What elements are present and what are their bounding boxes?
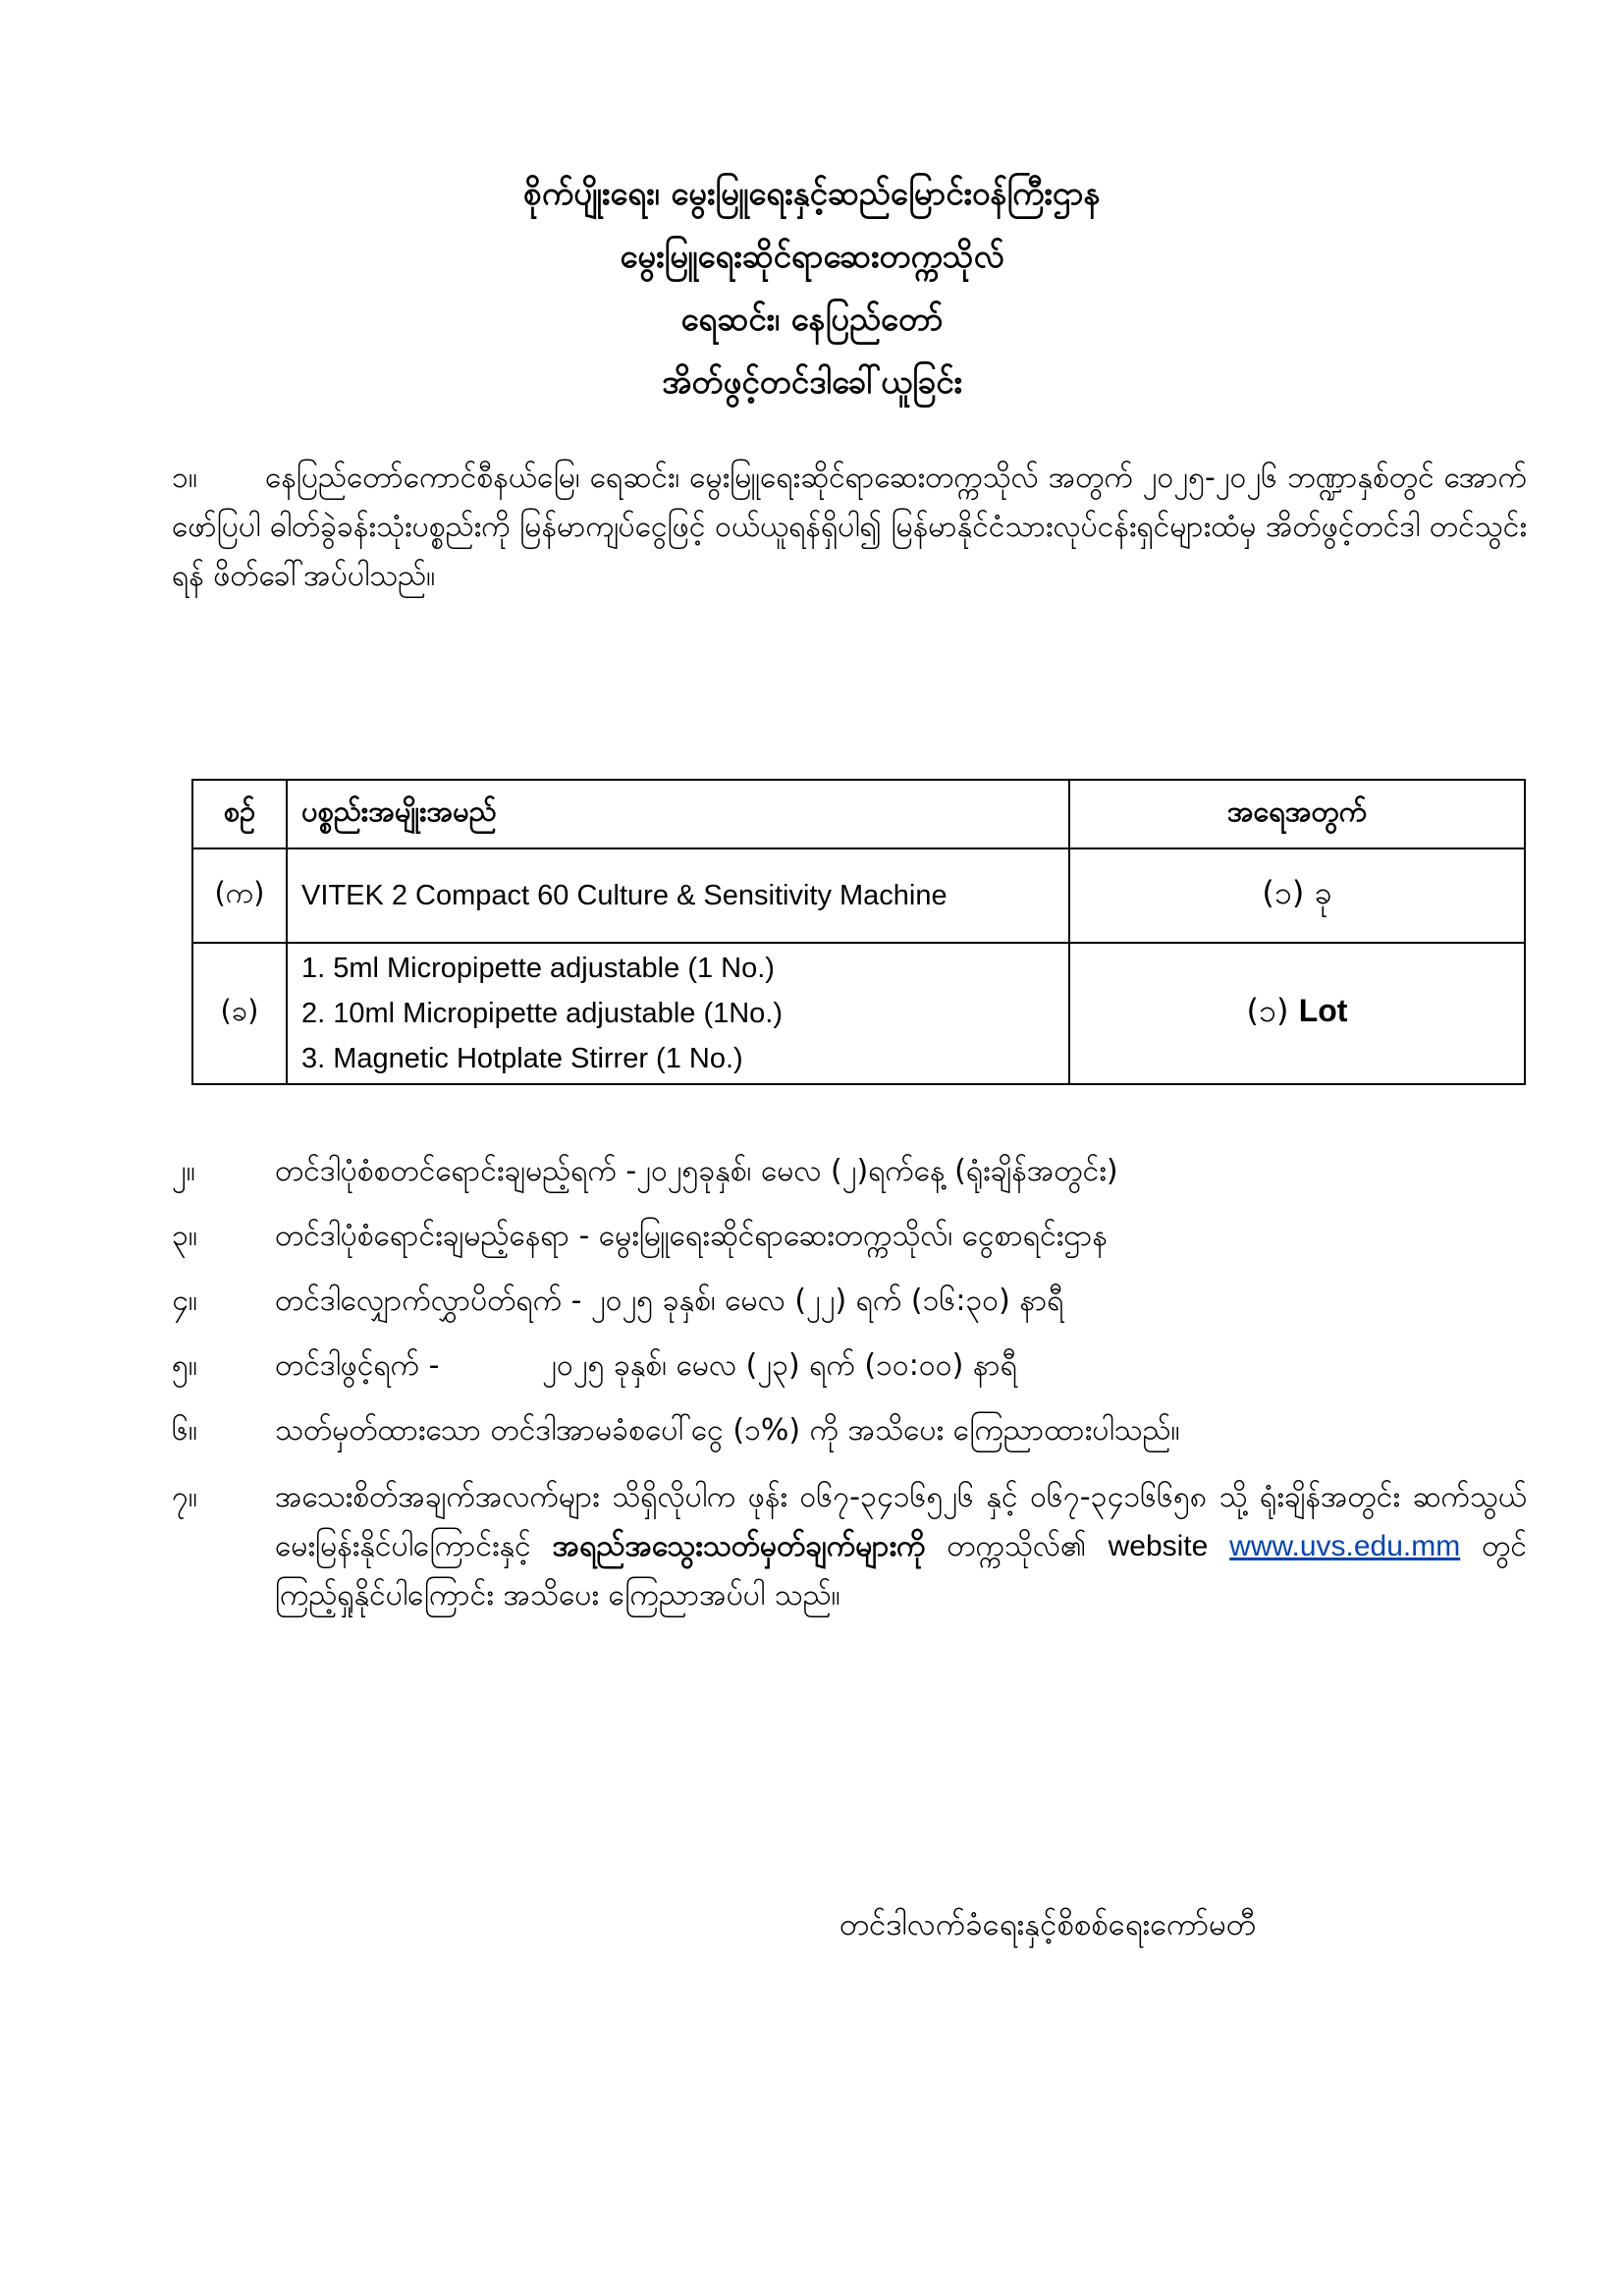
row-description xyxy=(287,848,1069,943)
contact-text-part1: အသေးစိတ်အချက်အလက်များ သိရှိလိုပါက ဖုန်း ၀၆၇-၃၄၁၆၅၂၆ နှင့် ၀၆၇-၃၄၁၆၆၅၈ သို့ ရုံးချိန်အတွင်း ဆက်သွယ်မေးမြန်းနိုင်ပါကြောင်းနှင့် xyxy=(275,1480,1527,1563)
item-number: ၅။ xyxy=(172,1348,197,1383)
document-header xyxy=(0,162,1624,413)
description-line: 3. Magnetic Hotplate Stirrer (1 No.) xyxy=(301,1043,743,1074)
header-item-name: ပစ္စည်းအမျိုးအမည် xyxy=(287,780,1069,848)
intro-text: နေပြည်တော်ကောင်စီနယ်မြေ၊ ရေဆင်း၊ မွေးမြူရေးဆိုင်ရာဆေးတက္ကသိုလ် အတွက် ၂၀၂၅-၂၀၂၆ ဘဏ္ဍာနှစ်တွင် အောက်ဖော်ပြပါ ဓါတ်ခွဲခန်းသုံးပစ္စည်းကို မြန်မာကျပ်ငွေဖြင့် ဝယ်ယူရန်ရှိပါ၍ မြန်မာနိုင်ငံသားလုပ်ငန်းရှင်များထံမှ အိတ်ဖွင့်တင်ဒါ တင်သွင်းရန် ဖိတ်ခေါ်အပ်ပါသည်။ xyxy=(172,461,1527,593)
item-number: ၇။ xyxy=(172,1480,197,1514)
website-link[interactable]: www.uvs.edu.mm xyxy=(1229,1530,1461,1562)
quantity-unit: Lot xyxy=(1298,993,1348,1028)
row-serial: (က) xyxy=(192,848,287,943)
quality-specs-emphasis: အရည်အသွေးသတ်မှတ်ချက်များကို xyxy=(552,1529,926,1563)
contact-text xyxy=(275,1473,1527,1620)
description-line: 2. 10ml Micropipette adjustable (1No.) xyxy=(301,998,784,1029)
item-text: တင်ဒါဖွင့်ရက် - ၂၀၂၅ ခုနှစ်၊ မေလ (၂၃) ရက် (၁၀:၀၀) နာရီ xyxy=(275,1348,1017,1383)
item-number: ၆။ xyxy=(172,1413,197,1448)
table-row xyxy=(192,943,1525,1084)
quantity-number: (၁) xyxy=(1246,992,1289,1029)
description-line: VITEK 2 Compact 60 Culture & Sensitivity Machine xyxy=(301,880,947,911)
university-title: မွေးမြူရေးဆိုင်ရာဆေးတက္ကသိုလ် xyxy=(620,237,1004,275)
items-table xyxy=(191,779,1526,1085)
intro-paragraph xyxy=(172,454,1527,729)
row-quantity xyxy=(1069,943,1525,1084)
header-quantity: အရေအတွက် xyxy=(1069,780,1525,848)
contact-text-part3: တွင် ကြည့်ရှုနိုင်ပါကြောင်း အသိပေး ကြေညာအပ်ပါ သည်။ xyxy=(275,1529,1527,1613)
row-quantity xyxy=(1069,848,1525,943)
row-description xyxy=(287,943,1069,1084)
header-serial: စဉ် xyxy=(192,780,287,848)
table-row xyxy=(192,848,1525,943)
location-title: ရေဆင်း၊ နေပြည်တော် xyxy=(680,300,944,338)
item-text: တင်ဒါပုံစံရောင်းချမည့်နေရာ - မွေးမြူရေးဆိုင်ရာဆေးတက္ကသိုလ်၊ ငွေစာရင်းဌာန xyxy=(275,1219,1108,1253)
tender-title: အိတ်ဖွင့်တင်ဒါခေါ်ယူခြင်း xyxy=(662,362,962,401)
description-line: 1. 5ml Micropipette adjustable (1 No.) xyxy=(301,953,775,984)
contact-text-part2: တက္ကသိုလ်၏ xyxy=(947,1529,1087,1563)
table-header-row xyxy=(192,780,1525,848)
quantity-number: (၁) xyxy=(1262,874,1305,911)
item-number: ၄။ xyxy=(172,1284,197,1318)
committee-signature: တင်ဒါလက်ခံရေးနှင့်စိစစ်ရေးကော်မတီ xyxy=(839,1907,1257,1942)
row-serial: (ခ) xyxy=(192,943,287,1084)
item-text: သတ်မှတ်ထားသော တင်ဒါအာမခံစပေါ်ငွေ (၁%) ကို အသိပေး ကြေညာထားပါသည်။ xyxy=(275,1413,1180,1448)
intro-number: ၁။ xyxy=(172,461,197,495)
quantity-unit: ခု xyxy=(1314,874,1332,911)
item-number: ၃။ xyxy=(172,1219,197,1253)
item-number: ၂။ xyxy=(172,1154,195,1188)
ministry-title: စိုက်ပျိုးရေး၊ မွေးမြူရေးနှင့်ဆည်မြောင်းဝန်ကြီးဌာန xyxy=(523,174,1101,212)
item-text: တင်ဒါပုံစံစတင်ရောင်းချမည့်ရက် -၂၀၂၅ခုနှစ်၊ မေလ (၂)ရက်နေ့ (ရုံးချိန်အတွင်း) xyxy=(275,1154,1118,1188)
item-text: တင်ဒါလျှောက်လွှာပိတ်ရက် - ၂၀၂၅ ခုနှစ်၊ မေလ (၂၂) ရက် (၁၆:၃၀) နာရီ xyxy=(275,1284,1064,1318)
website-label: website xyxy=(1108,1530,1209,1562)
